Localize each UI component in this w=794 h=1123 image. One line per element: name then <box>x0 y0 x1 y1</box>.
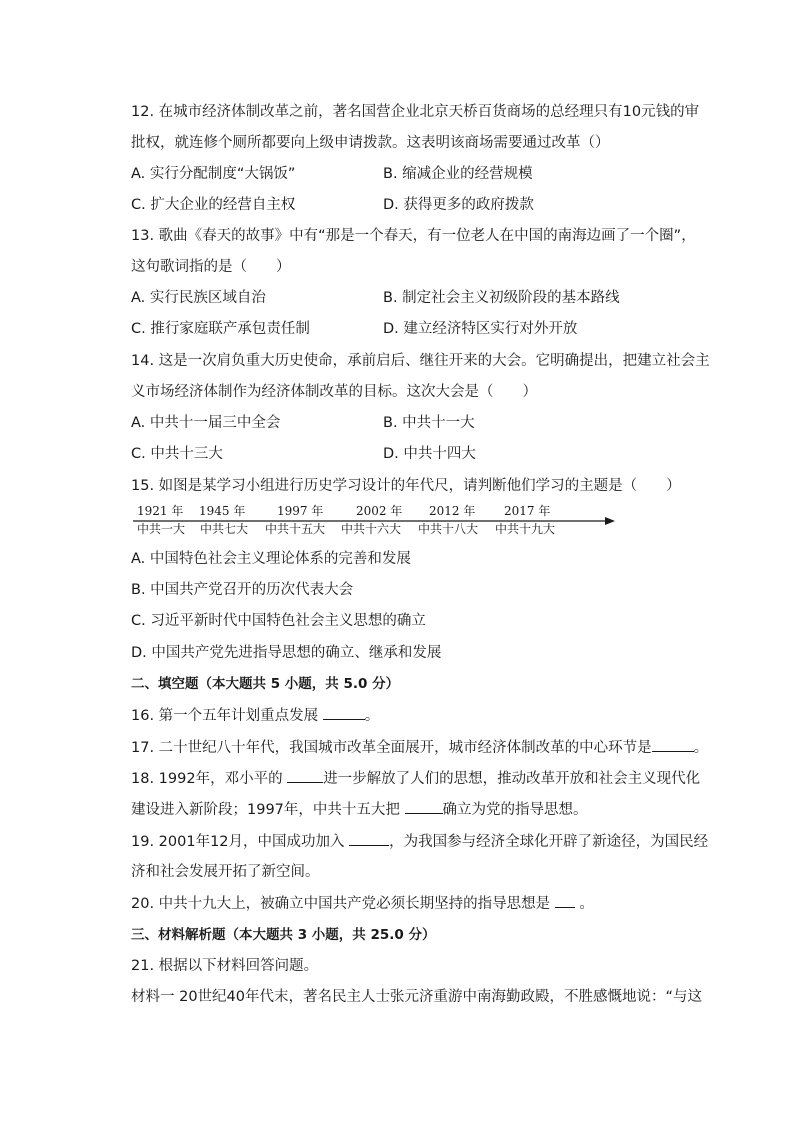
q18-text-4: 确立为党的指导思想。 <box>442 802 588 818</box>
q17-line <box>131 737 708 758</box>
q13-option-b[interactable]: B. 制定社会主义初级阶段的基本路线 <box>383 290 620 306</box>
q15-option-b[interactable]: B. 中国共产党召开的历次代表大会 <box>131 582 354 598</box>
timeline-event: 中共一大 <box>137 522 186 536</box>
q19-line1 <box>131 831 708 852</box>
q13-option-d[interactable]: D. 建立经济特区实行对外开放 <box>383 321 578 337</box>
timeline-year: 1945 年 <box>199 504 246 518</box>
q13-stem-line1: 13. 歌曲《春天的故事》中有“那是一个春天，有一位老人在中国的南海边画了一个圈”， <box>131 228 696 244</box>
q12-option-b[interactable]: B. 缩减企业的经营规模 <box>383 166 533 182</box>
q18-blank-1[interactable] <box>287 768 323 783</box>
q21-material-1: 材料一 20世纪40年代末，著名民主人士张元济重游中南海勤政殿，不胜感慨地说：“与这 <box>131 989 703 1005</box>
year-timeline <box>131 500 621 544</box>
q12-stem-line2: 批权，就连修个厕所都要向上级申请拨款。这表明该商场需要通过改革（） <box>131 135 610 151</box>
q19-blank[interactable] <box>349 831 389 846</box>
q20-blank[interactable] <box>555 893 575 908</box>
q14-stem-line2: 义市场经济体制作为经济体制改革的目标。这次大会是（ ） <box>131 384 537 400</box>
q14-option-b[interactable]: B. 中共十一大 <box>383 415 475 431</box>
q20-line <box>131 893 594 914</box>
q13-stem-line2: 这句歌词指的是（ ） <box>131 259 291 275</box>
q12-option-a[interactable]: A. 实行分配制度“大锅饭” <box>131 166 296 182</box>
timeline-year: 2002 年 <box>356 504 403 518</box>
timeline-event: 中共十六大 <box>341 522 402 536</box>
timeline-event: 中共七大 <box>200 522 249 536</box>
q17-text: 17. 二十世纪八十年代，我国城市改革全面展开，城市经济体制改革的中心环节是 <box>131 740 652 756</box>
q21-stem: 21. 根据以下材料回答问题。 <box>131 958 319 974</box>
q15-stem: 15. 如图是某学习小组进行历史学习设计的年代尺，请判断他们学习的主题是（ ） <box>131 478 681 494</box>
q12-stem-line1: 12. 在城市经济体制改革之前，著名国营企业北京天桥百货商场的总经理只有10元钱的审 <box>131 104 700 120</box>
timeline-year: 1921 年 <box>137 504 184 518</box>
q14-option-c[interactable]: C. 中共十三大 <box>131 446 223 462</box>
q13-option-c[interactable]: C. 推行家庭联产承包责任制 <box>131 321 310 337</box>
q18-text-1: 18. 1992年，邓小平的 <box>131 771 288 787</box>
q15-option-c[interactable]: C. 习近平新时代中国特色社会主义思想的确立 <box>131 613 426 629</box>
timeline-event: 中共十五大 <box>265 522 326 536</box>
q19-text-2: ，为我国参与经济全球化开辟了新途径，为国民经 <box>389 834 709 850</box>
q12-option-c[interactable]: C. 扩大企业的经营自主权 <box>131 197 296 213</box>
q16-blank[interactable] <box>323 705 365 720</box>
q19-line2: 济和社会发展开拓了新空间。 <box>131 864 320 880</box>
timeline-year: 2017 年 <box>504 504 551 518</box>
q16-end: 。 <box>364 708 380 724</box>
q15-option-d[interactable]: D. 中国共产党先进指导思想的确立、继承和发展 <box>131 645 442 661</box>
q12-option-d[interactable]: D. 获得更多的政府拨款 <box>383 197 534 213</box>
q20-text: 20. 中共十九大上，被确立中国共产党必须长期坚持的指导思想是 <box>131 896 555 912</box>
q16-line <box>131 705 379 726</box>
q14-option-a[interactable]: A. 中共十一届三中全会 <box>131 415 281 431</box>
section-fill-in-heading: 二、填空题（本大题共 5 小题，共 5.0 分） <box>131 676 400 692</box>
timeline-year: 1997 年 <box>277 504 324 518</box>
q18-line1 <box>131 768 700 789</box>
q16-text: 16. 第一个五年计划重点发展 <box>131 708 323 724</box>
q19-text-1: 19. 2001年12月，中国成功加入 <box>131 834 350 850</box>
timeline-event: 中共十八大 <box>418 522 479 536</box>
q14-stem-line1: 14. 这是一次肩负重大历史使命，承前启后、继往开来的大会。它明确提出，把建立社会主 <box>131 353 710 369</box>
q20-end: 。 <box>574 896 594 912</box>
q17-blank[interactable] <box>652 737 694 752</box>
timeline-year: 2012 年 <box>429 504 476 518</box>
q18-text-2: 进一步解放了人们的思想，推动改革开放和社会主义现代化 <box>323 771 701 787</box>
q15-option-a[interactable]: A. 中国特色社会主义理论体系的完善和发展 <box>131 551 411 567</box>
section-material-heading: 三、材料解析题（本大题共 3 小题，共 25.0 分） <box>131 927 436 943</box>
timeline-arrowhead <box>605 517 615 525</box>
q17-end: 。 <box>693 740 709 756</box>
q14-option-d[interactable]: D. 中共十四大 <box>383 446 476 462</box>
timeline-event: 中共十九大 <box>495 522 556 536</box>
q18-line2 <box>131 799 588 820</box>
q18-blank-2[interactable] <box>405 799 443 814</box>
q18-text-3: 建设进入新阶段；1997年，中共十五大把 <box>131 802 405 818</box>
q13-option-a[interactable]: A. 实行民族区域自治 <box>131 290 266 306</box>
